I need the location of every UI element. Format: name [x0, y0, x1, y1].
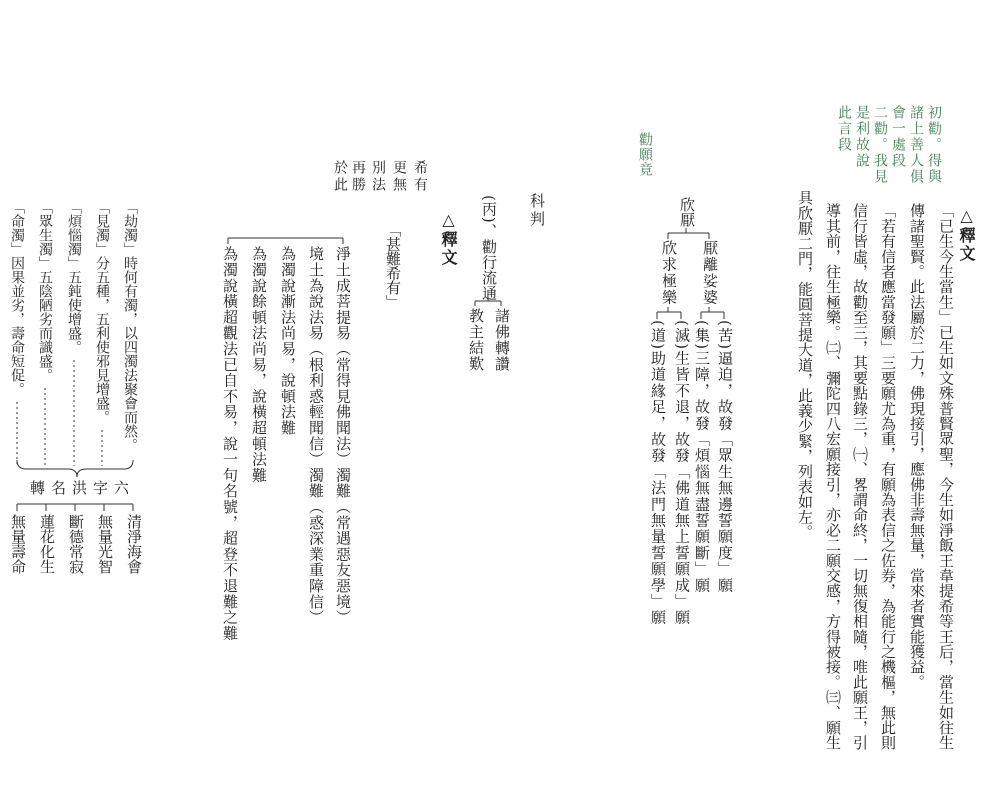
vow-item: (苦)逼迫，故發「眾生無邊誓願度」願 — [716, 320, 734, 594]
outline-label: 科判 — [528, 193, 546, 229]
explanation-row: 淨土成菩提易（常得見佛聞法）濁難（常遇惡友惡境） — [334, 246, 352, 626]
margin-note: 是利故說 — [854, 105, 870, 169]
turbidity-item: 「劫濁」時何有濁，以四濁法聚會而然。 — [122, 200, 138, 452]
explanation-row: 為濁說漸法尚易，說頓法難 — [279, 246, 297, 436]
vow-chart-root: 欣厭 — [678, 197, 696, 227]
turbidity-result: 清淨海會 — [125, 514, 143, 574]
explanation-row: 境土為說法易（根利惑輕聞信）濁難（惑深業重障信） — [307, 246, 325, 626]
explanation-note: 別法 — [370, 160, 386, 194]
margin-note: 諸上善人俱 — [908, 105, 924, 185]
explanation-note: 於此 — [332, 160, 348, 194]
commentary-heading: △釋文 — [957, 206, 976, 263]
explanation-quote: 「甚難希有」 — [384, 222, 402, 309]
commentary-line: 信行皆虛，故勸至三，其要點錄三，㈠、畧謂命終，一切無復相隨，唯此願王，引 — [851, 203, 869, 751]
turbidity-item: 「眾生濁」五陰陋劣而識盛。 — [37, 200, 53, 382]
turbidity-result: 無量光智 — [96, 514, 114, 574]
vow-branch-label: 欣求極樂 — [660, 240, 678, 306]
margin-note: 初勸。得與 — [926, 105, 942, 185]
outline-child: 教主結歎 — [467, 308, 485, 372]
commentary-line: 「若有信者應當發願」三要願尤為重，有願為表信之佐券，為能行之機樞，無此則 — [879, 203, 897, 751]
turbidity-item: 「命濁」因果並劣，壽命短促。 — [9, 200, 25, 396]
outline-node: (丙)、勸行流通 — [480, 195, 498, 301]
outline-child: 諸佛轉讚 — [493, 308, 511, 372]
pivot-label: 轉名洪字六 — [30, 479, 136, 497]
commentary-line: 導其前，往生極樂。㈡、彌陀四八宏願接引，亦必二願交感，方得被接。㈢、願生 — [824, 203, 842, 751]
margin-note: 二勸。我見 — [872, 105, 888, 185]
explanation-heading: △釋文 — [439, 210, 458, 267]
explanation-row: 為濁說橫超觀法已自不易，說一句名號，超登不退難之難 — [221, 246, 239, 641]
margin-note: 此言段 — [836, 105, 852, 153]
commentary-line: 具欣厭二門，能圓菩提大道，此義少緊，列表如左。 — [796, 190, 814, 540]
explanation-brackets — [228, 238, 343, 244]
vow-item: (滅)生皆不退，故發「佛道無上誓願成」願 — [673, 320, 691, 626]
turbidity-result: 無量壽命 — [9, 514, 27, 574]
vow-item: (集)三障，故發「煩惱無盡誓願斷」願 — [693, 320, 711, 594]
explanation-row: 為濁說餘頓法尚易，說橫超頓法難 — [250, 246, 268, 483]
brace — [17, 460, 133, 477]
section-end-note: 勸願竟 — [637, 132, 653, 177]
explanation-note: 希有 — [412, 160, 428, 194]
margin-note: 會一處段 — [890, 105, 906, 169]
commentary-line: 傳諸聖賢。此法屬於二力，佛現接引，應佛非壽無量，當來者實能獲益。 — [908, 203, 926, 690]
turbidity-result: 蓮花化生 — [38, 514, 56, 574]
turbidity-item: 「煩惱濁」五鈍使增盛。 — [66, 200, 82, 354]
turbidity-result: 斷德常寂 — [67, 514, 85, 574]
turbidity-item: 「見濁」分五種，五利使邪見增盛。 — [94, 200, 110, 424]
vow-item: (道)助道緣足，故發「法門無量誓願學」願 — [649, 320, 667, 626]
explanation-note: 再勝 — [350, 160, 366, 194]
vow-branch-label: 厭離娑婆 — [701, 240, 719, 306]
commentary-line: 「已生今生當生」已生如文殊普賢眾聖，今生如淨飯王韋提希等王后，當生如往生 — [937, 203, 955, 751]
explanation-note: 更無 — [391, 160, 407, 194]
